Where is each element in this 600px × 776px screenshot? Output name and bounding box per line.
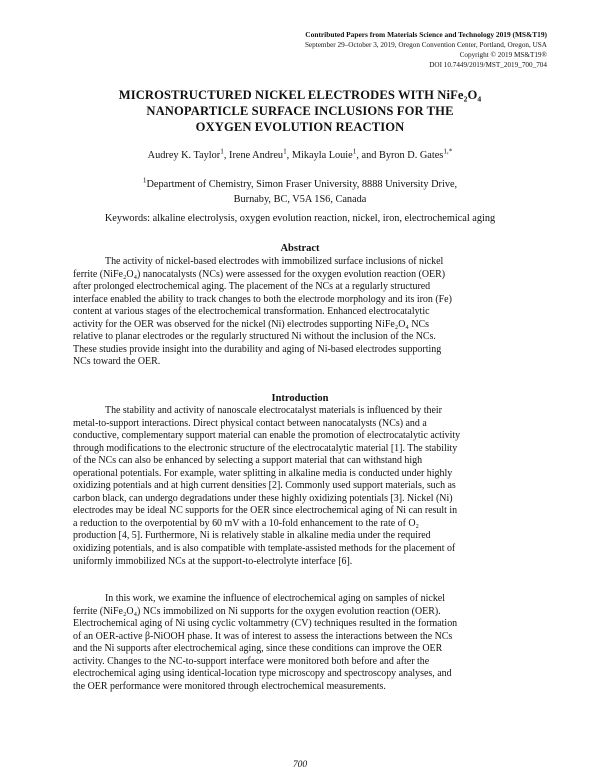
author-name: Irene Andreu — [229, 150, 284, 161]
affiliation-text: Department of Chemistry, Simon Fraser University, 8888 University Drive, — [146, 179, 458, 190]
header-copyright: Copyright © 2019 MS&T19® — [459, 51, 547, 59]
affiliation — [60, 177, 540, 207]
text-line: carbon black, can undergo degradations under these highly oxidizing potentials [3]. Nickel (Ni) — [73, 492, 453, 504]
text-line: electrodes may be ideal NC supports for the OER since electrochemical aging of Ni can result in — [73, 505, 458, 517]
text-line: after prolonged electrochemical aging. The placement of the NCs at a regularly structured — [73, 281, 431, 293]
text-line: and the Ni supports after electrochemical aging, since these conditions can improve the OER — [73, 643, 443, 655]
text-line: of an OER-active β-NiOOH phase. It was of interest to assess the interactions between the NCs — [73, 630, 453, 642]
text-line: a reduction to the overpotential by 60 mV with a 10-fold enhancement to the rate of O₂ — [73, 517, 420, 529]
header-doi: DOI 10.7449/2019/MST_2019_700_704 — [429, 61, 547, 69]
affiliation-line: Burnaby, BC, V5A 1S6, Canada — [233, 194, 367, 205]
affiliation-line — [60, 177, 540, 192]
text-line: production [4, 5]. Furthermore, Ni is relatively stable in alkaline media under the required — [73, 530, 431, 542]
text-line: the OER performance were monitored through electrochemical measurements. — [73, 680, 386, 692]
text-line: activity. Changes to the NC-to-support interface were monitored both before and after the — [73, 655, 430, 667]
introduction-heading: Introduction — [271, 393, 329, 404]
author-list — [60, 149, 540, 163]
text-line: electrochemical aging using identical-location type microscopy and spectroscopy analyses, and — [73, 668, 452, 680]
text-line: interface enabled the ability to track changes to both the electrode morphology and its iron (Fe) — [73, 293, 452, 305]
author-name: Mikayla Louie — [291, 150, 353, 161]
abstract-heading: Abstract — [280, 243, 320, 254]
title-line: OXYGEN EVOLUTION REACTION — [195, 120, 405, 134]
text-line: through modifications to the electronic structure of the electrocatalytic material [1]. The stability — [73, 442, 458, 454]
author-affiliation-mark: 1 — [352, 147, 357, 156]
title-line: MICROSTRUCTURED NICKEL ELECTRODES WITH NiFe₂O₄ — [118, 88, 482, 102]
affiliation-mark: 1 — [142, 176, 147, 185]
text-line: These studies provide insight into the durability and aging of Ni-based electrodes supporting — [73, 343, 442, 355]
introduction-paragraph-2 — [73, 593, 543, 693]
header-dates-venue: September 29–October 3, 2019, Oregon Convention Center, Portland, Oregon, USA — [304, 41, 547, 49]
text-line: oxidizing potentials and at high current densities [2]. Commonly used support materials, such as — [73, 480, 456, 492]
text-line: ferrite (NiFe₂O₄) nanocatalysts (NCs) were assessed for the oxygen evolution reaction (OER) — [73, 268, 446, 280]
text-line: oxidizing potentials, and is also compatible with template-assisted methods for the placement of — [73, 543, 456, 555]
header-conference: Contributed Papers from Materials Science and Technology 2019 (MS&T19) — [305, 30, 547, 39]
text-line: relative to planar electrodes or the regularly structured Ni without the inclusion of the NCs. — [73, 331, 436, 343]
author-separator: , — [223, 150, 230, 161]
author-separator: , — [286, 150, 292, 161]
text-line: The stability and activity of nanoscale electrocatalyst materials is influenced by their — [105, 405, 442, 416]
text-line: Electrochemical aging of Ni using cyclic voltammetry (CV) techniques resulted in the formation — [73, 618, 458, 630]
text-line: ferrite (NiFe₂O₄) NCs immobilized on Ni supports for the oxygen evolution reaction (OER). — [73, 605, 441, 617]
text-line: In this work, we examine the influence of electrochemical aging on samples of nickel — [105, 593, 445, 604]
text-line: activity for the OER was observed for the nickel (Ni) electrodes supporting NiFe₂O₄ NCs — [73, 318, 430, 330]
author-separator: , and — [356, 150, 379, 161]
author-affiliation-mark: 1 — [283, 147, 287, 156]
text-line: The activity of nickel-based electrodes with immobilized surface inclusions of nickel — [105, 256, 444, 267]
author-name: Byron D. Gates — [378, 150, 444, 161]
text-line: of the NCs can also be enhanced by selecting a support material that can withstand high — [73, 455, 423, 467]
text-line: NCs toward the OER. — [73, 356, 161, 368]
running-header — [305, 30, 547, 70]
text-line: operational potentials. For example, water splitting in alkaline media is conducted under highly — [73, 467, 453, 479]
text-line: metal-to-support interactions. Direct physical contact between nanocatalysts (NCs) and a — [73, 417, 427, 429]
abstract-body — [73, 256, 543, 369]
author-affiliation-mark: 1,* — [443, 147, 453, 156]
paper-title — [60, 87, 540, 135]
text-line: uniformly immobilized NCs at the support-to-electrolyte interface [6]. — [73, 555, 353, 567]
author-name: Audrey K. Taylor — [147, 150, 221, 161]
text-line: conductive, complementary support material can enable the promotion of electrocatalytic activity — [73, 430, 461, 442]
author-affiliation-mark: 1 — [220, 147, 224, 156]
title-line: NANOPARTICLE SURFACE INCLUSIONS FOR THE — [146, 104, 454, 118]
keywords: Keywords: alkaline electrolysis, oxygen evolution reaction, nickel, iron, electrochemical aging — [104, 213, 496, 224]
text-line: content at various stages of the electrochemical transformation. Enhanced electrocatalytic — [73, 306, 430, 318]
page-number: 700 — [292, 760, 308, 770]
introduction-paragraph-1 — [73, 405, 543, 568]
